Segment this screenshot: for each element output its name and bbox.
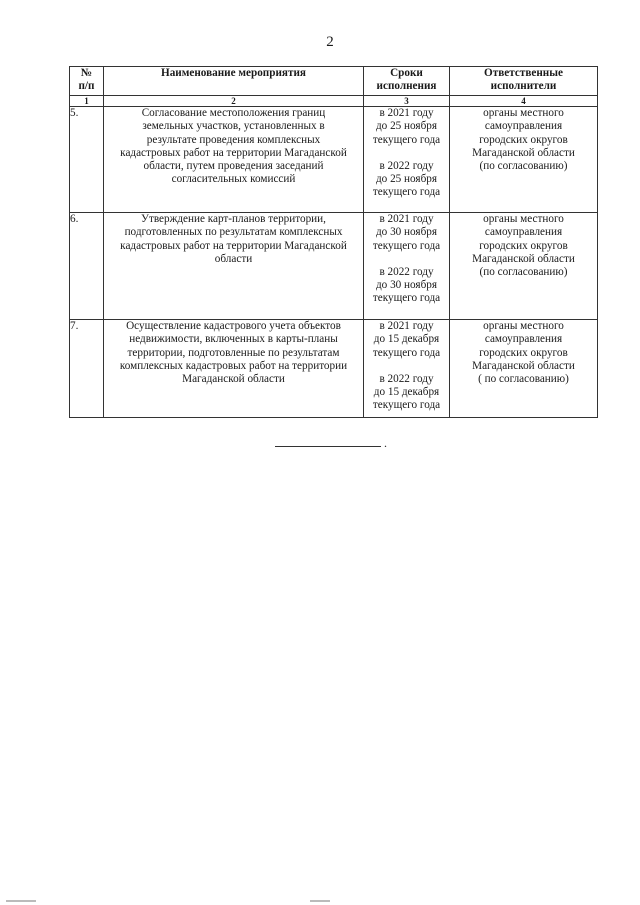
table-header-row [70,67,598,96]
header-term: Сроки исполнения [364,67,450,96]
column-number: 3 [364,96,450,107]
activities-table [69,66,598,418]
column-number: 4 [450,96,598,107]
deadline: в 2021 году до 25 ноября текущего года в 2022 году до 25 ноября текущего года [364,107,450,213]
activity-name: Согласование местоположения границ земельных участков, установленных в результате проведения комплексных кадастровых работ на территории Магаданской области, путем проведения заседаний согласительных комиссий [104,107,364,213]
scan-artifact [310,900,330,902]
row-number: 6. [70,213,104,320]
responsible: органы местного самоуправления городских округов Магаданской области (по согласованию) [450,107,598,213]
deadline: в 2021 году до 15 декабря текущего года в 2022 году до 15 декабря текущего года [364,320,450,418]
table-row [70,213,598,320]
activity-name: Осуществление кадастрового учета объектов недвижимости, включенных в карты-планы территории, подготовленные по результатам комплексных кадастровых работ на территории Магаданской области [104,320,364,418]
deadline: в 2021 году до 30 ноября текущего года в 2022 году до 30 ноября текущего года [364,213,450,320]
header-name: Наименование мероприятия [104,67,364,96]
column-number: 1 [70,96,104,107]
table-row [70,320,598,418]
row-number: 5. [70,107,104,213]
scan-artifact [6,900,36,902]
table-row [70,107,598,213]
header-num: № п/п [70,67,104,96]
header-responsible: Ответственные исполнители [450,67,598,96]
page-number: 2 [326,34,334,50]
responsible: органы местного самоуправления городских округов Магаданской области (по согласованию) [450,213,598,320]
column-number: 2 [104,96,364,107]
end-mark: . [384,436,387,450]
closing-line [275,446,381,447]
activity-name: Утверждение карт-планов территории, подготовленных по результатам комплексных кадастровых работ на территории Магаданской области [104,213,364,320]
row-number: 7. [70,320,104,418]
responsible: органы местного самоуправления городских округов Магаданской области ( по согласованию) [450,320,598,418]
column-number-row [70,96,598,107]
